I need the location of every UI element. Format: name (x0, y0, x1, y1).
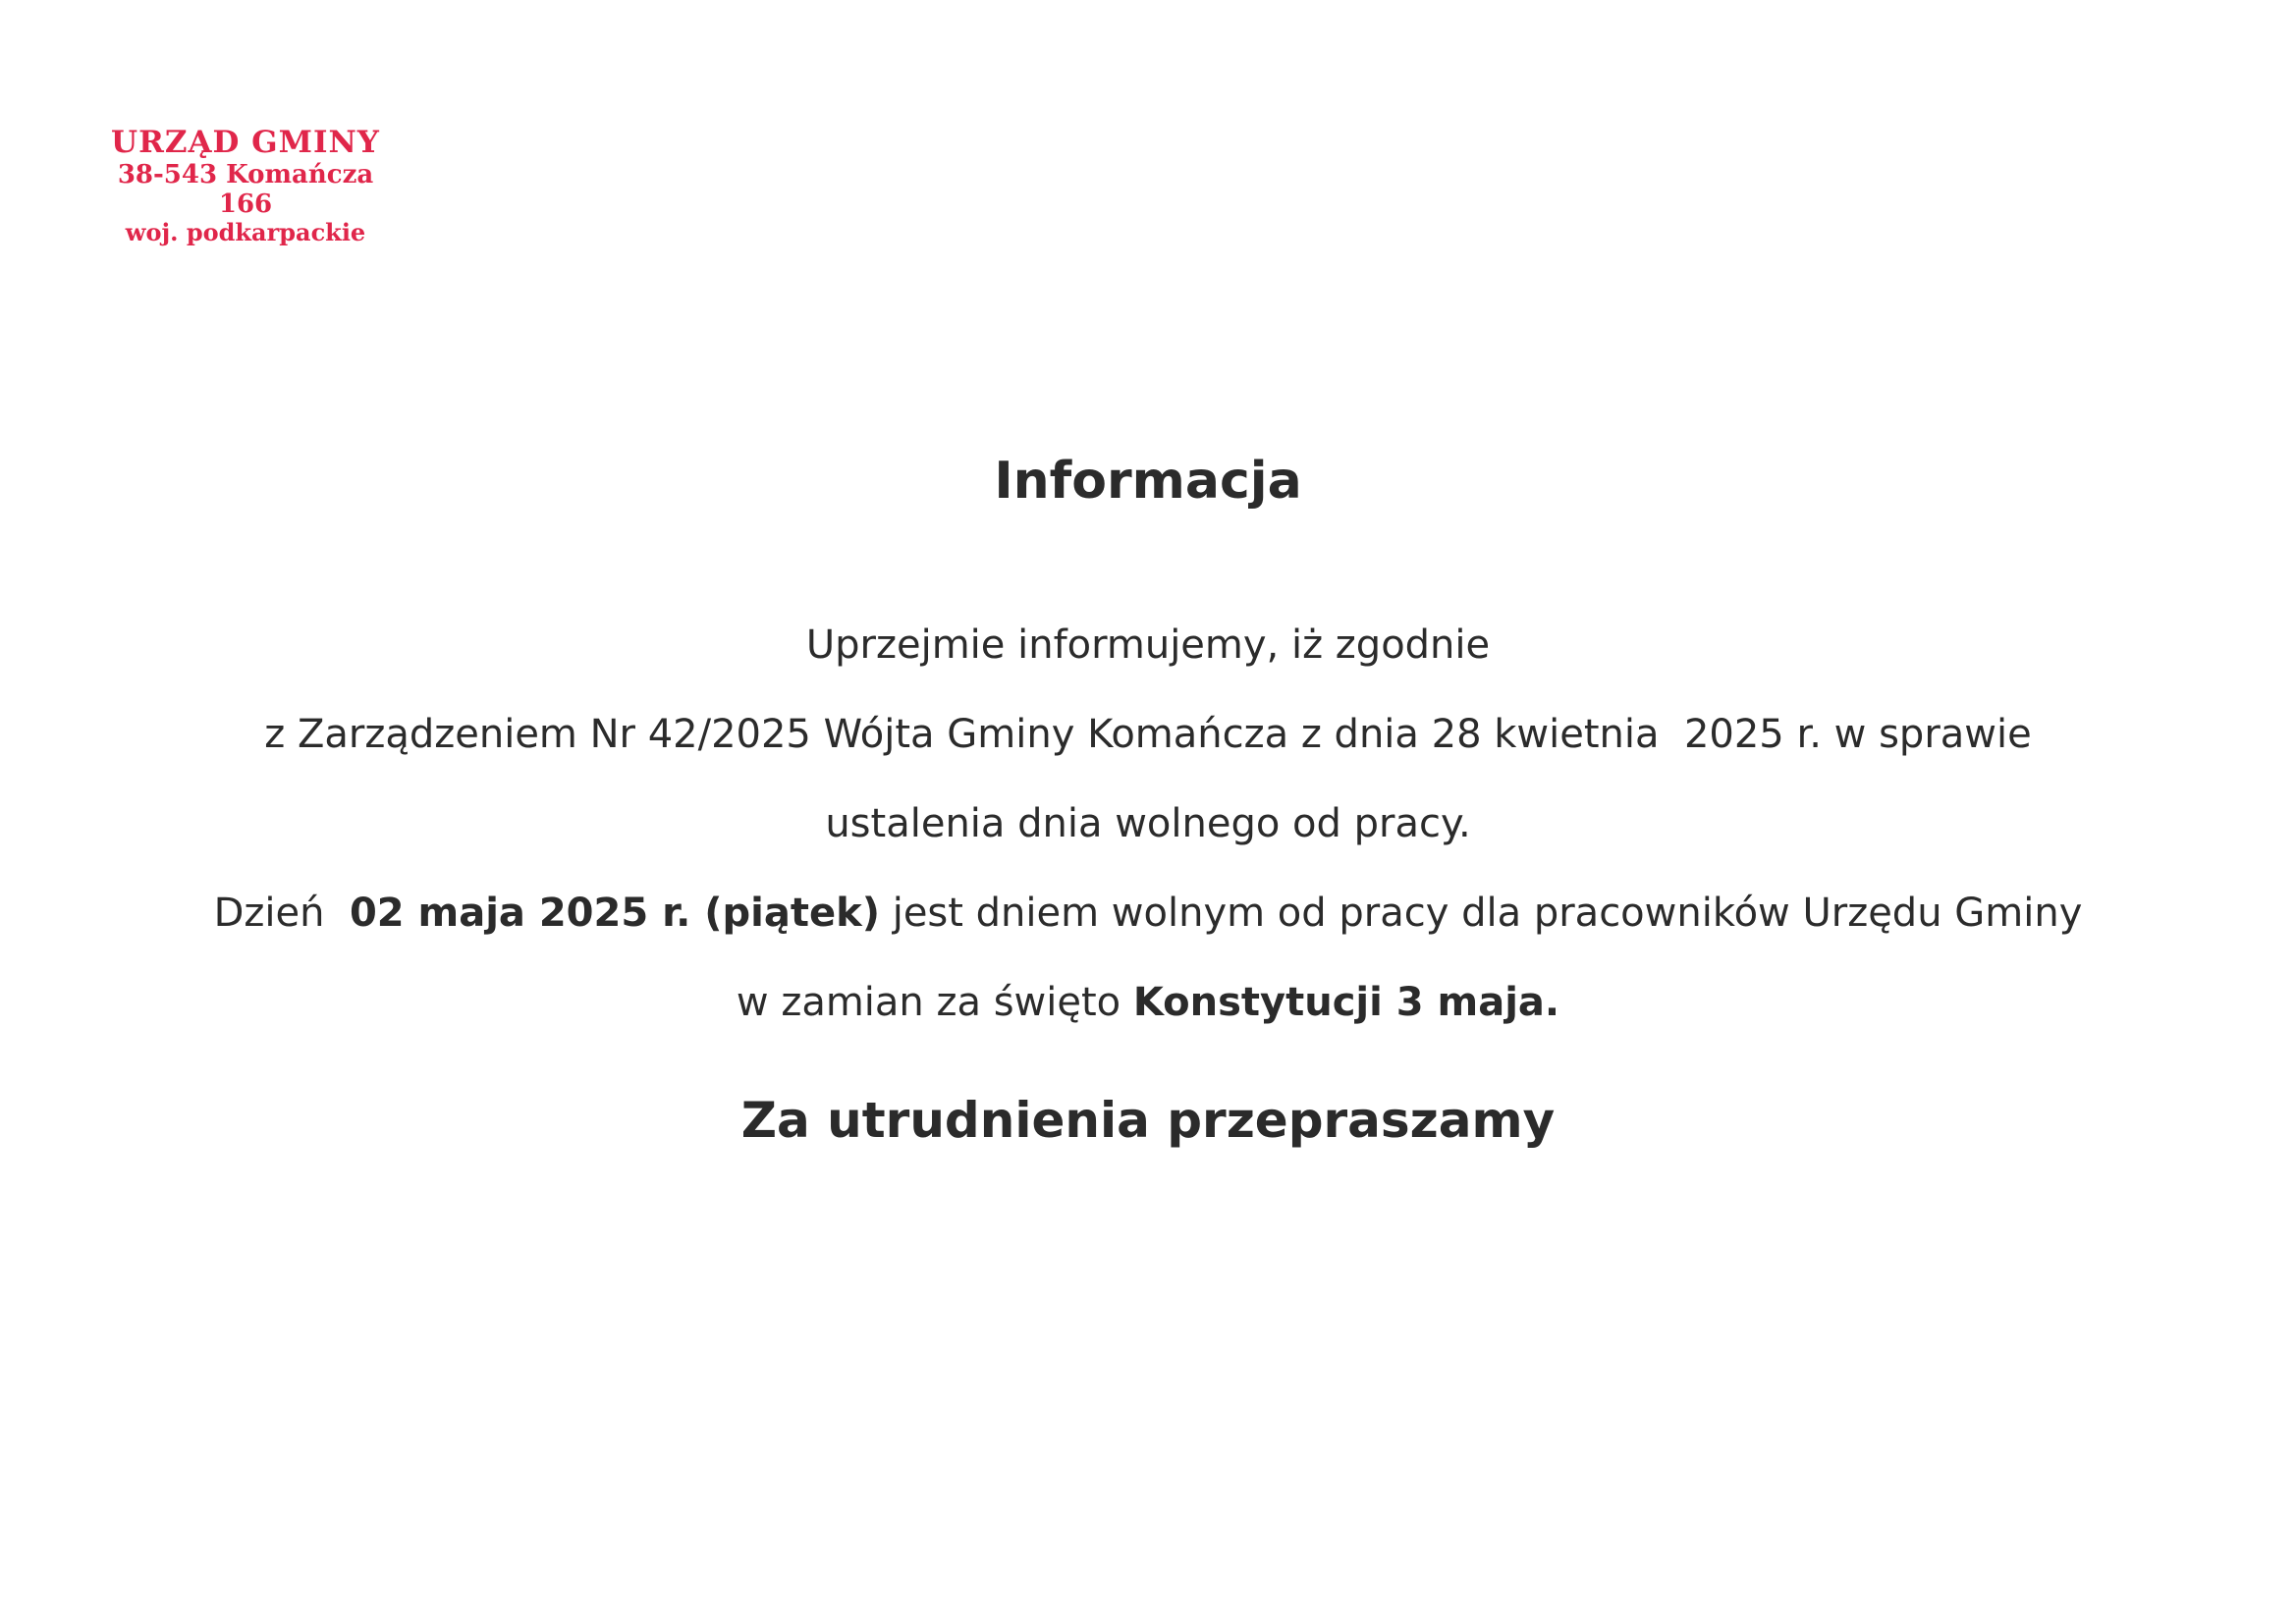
body-line-2: z Zarządzeniem Nr 42/2025 Wójta Gminy Komańcza z dnia 28 kwietnia 2025 r. w sprawie (264, 712, 2032, 757)
document-title: Informacja (994, 452, 1302, 511)
stamp-office-name: URZĄD GMINY (111, 125, 380, 160)
body-line-5-prefix: w zamian za święto (736, 980, 1133, 1025)
closing-apology: Za utrudnienia przepraszamy (740, 1092, 1556, 1149)
body-line-3: ustalenia dnia wolnego od pracy. (825, 801, 1471, 846)
body-line-4-suffix: jest dniem wolnym od pracy dla pracowników Urzędu Gminy (879, 891, 2083, 936)
body-line-1: Uprzejmie informujemy, iż zgodnie (805, 622, 1491, 668)
body-line-4 (0, 869, 2296, 958)
stamp-region: woj. podkarpackie (125, 218, 366, 247)
document-body (0, 601, 2296, 1048)
office-stamp (98, 126, 393, 246)
day-off-date: 02 maja 2025 r. (piątek) (349, 891, 880, 936)
body-line-5 (0, 958, 2296, 1048)
body-line-4-prefix: Dzień (213, 891, 350, 936)
holiday-name: Konstytucji 3 maja. (1132, 980, 1560, 1025)
stamp-address: 38-543 Komańcza 166 (117, 159, 374, 219)
